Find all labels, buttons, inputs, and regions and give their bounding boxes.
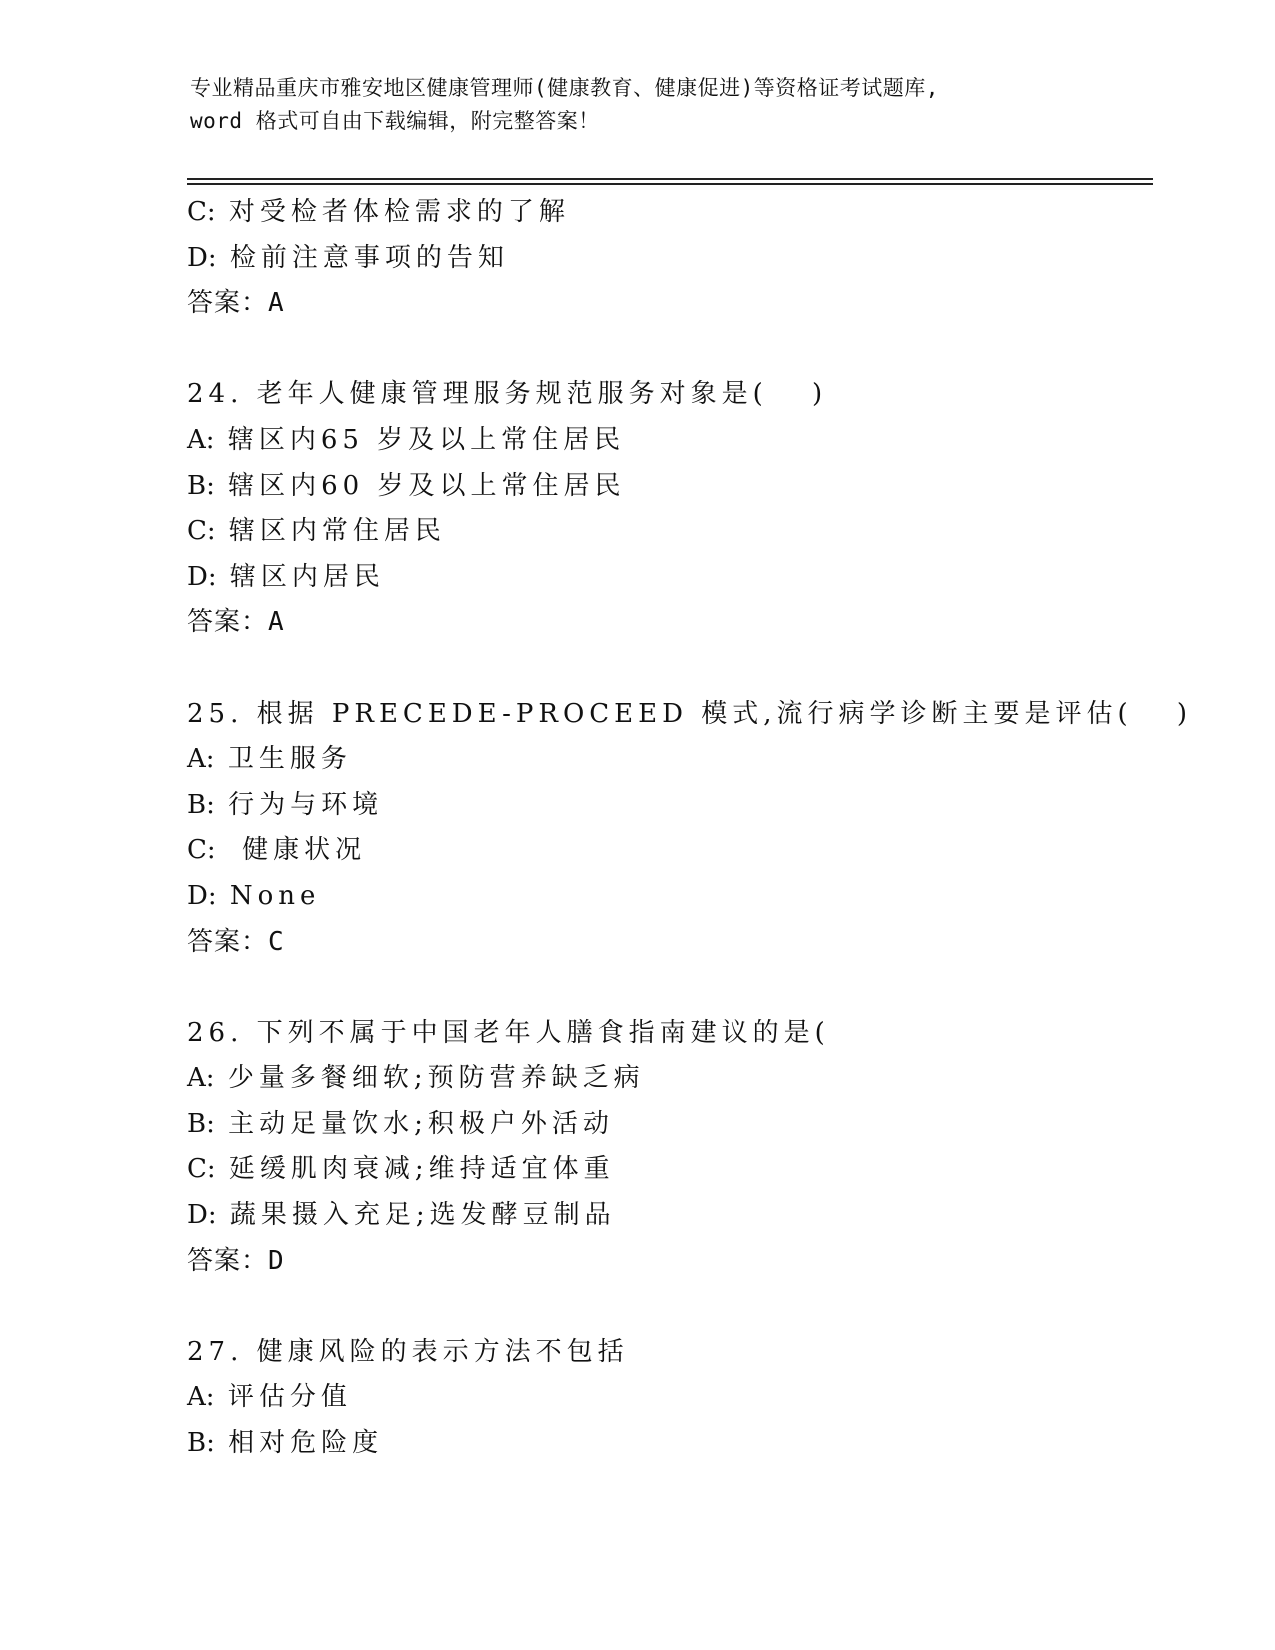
option-key: B: [187, 789, 215, 820]
option-line [187, 1102, 1147, 1148]
option-line [187, 236, 1147, 282]
option-line [187, 509, 1147, 555]
option-text: 辖区内居民 [229, 561, 385, 592]
answer-label: 答案： [187, 926, 269, 957]
option-text: 检前注意事项的告知 [229, 242, 509, 273]
answer-line [187, 281, 1147, 327]
option-key: D: [187, 880, 217, 911]
question-stem: 25. 根据 PRECEDE-PROCEED 模式,流行病学诊断主要是评估( ) [187, 698, 1193, 729]
option-line [187, 418, 1147, 464]
option-text: 蔬果摄入充足;选发酵豆制品 [229, 1200, 616, 1231]
answer-value: A [268, 288, 285, 319]
option-text: 健康状况 [228, 835, 367, 866]
option-text: 辖区内60 岁及以上常住居民 [228, 470, 626, 501]
option-key: B: [187, 1428, 215, 1459]
option-text: None [229, 880, 321, 911]
option-text: 延缓肌肉衰减;维持适宜体重 [228, 1154, 615, 1185]
question-stem: 24. 老年人健康管理服务规范服务对象是( ) [187, 379, 828, 410]
option-line [187, 783, 1147, 829]
answer-line [187, 920, 1147, 966]
option-text: 辖区内65 岁及以上常住居民 [227, 424, 626, 455]
header-divider-bottom [187, 183, 1153, 185]
answer-value: D [268, 1245, 285, 1276]
option-key: D: [187, 242, 217, 273]
option-key: C: [187, 1154, 216, 1185]
option-key: D: [187, 561, 217, 592]
option-key: C: [187, 516, 216, 547]
header-divider-top [187, 178, 1153, 180]
answer-label: 答案： [187, 288, 269, 319]
option-line [187, 874, 1147, 920]
option-key: A: [187, 424, 215, 455]
option-line [187, 1375, 1147, 1421]
option-text: 少量多餐细软;预防营养缺乏病 [227, 1063, 645, 1094]
answer-line [187, 600, 1147, 646]
answer-label: 答案： [187, 607, 269, 638]
option-key: B: [187, 1108, 215, 1139]
question-stem: 26. 下列不属于中国老年人膳食指南建议的是( [187, 1017, 830, 1048]
option-key: C: [187, 835, 216, 866]
option-text: 卫生服务 [227, 744, 352, 775]
option-line [187, 464, 1147, 510]
header-line-2: word 格式可自由下载编辑，附完整答案！ [190, 109, 600, 133]
option-line [187, 1421, 1147, 1467]
option-line [187, 828, 1147, 874]
option-text: 主动足量饮水;积极户外活动 [228, 1108, 614, 1139]
option-line [187, 1147, 1147, 1193]
option-line [187, 1056, 1147, 1102]
option-key: A: [187, 1382, 215, 1413]
answer-value: A [268, 607, 285, 638]
option-key: C: [187, 197, 216, 227]
option-text: 辖区内常住居民 [228, 516, 446, 547]
option-line [187, 737, 1147, 783]
option-text: 评估分值 [227, 1382, 352, 1413]
option-text: 相对危险度 [228, 1428, 384, 1459]
answer-label: 答案： [187, 1245, 269, 1276]
option-key: A: [187, 1063, 215, 1094]
option-line [187, 1193, 1147, 1239]
option-key: D: [187, 1200, 217, 1231]
answer-value: C [268, 926, 285, 957]
document-header [190, 72, 1070, 138]
answer-line [187, 1239, 1147, 1285]
option-key: B: [187, 470, 215, 501]
header-line-1: 专业精品重庆市雅安地区健康管理师(健康教育、健康促进)等资格证考试题库, [190, 76, 939, 100]
option-text: 对受检者体检需求的了解 [228, 197, 570, 227]
question-list [187, 190, 1193, 1467]
option-line [187, 190, 1147, 236]
question-stem: 27. 健康风险的表示方法不包括 [187, 1336, 629, 1367]
option-key: A: [187, 744, 215, 775]
option-text: 行为与环境 [228, 789, 384, 820]
option-line [187, 555, 1147, 601]
